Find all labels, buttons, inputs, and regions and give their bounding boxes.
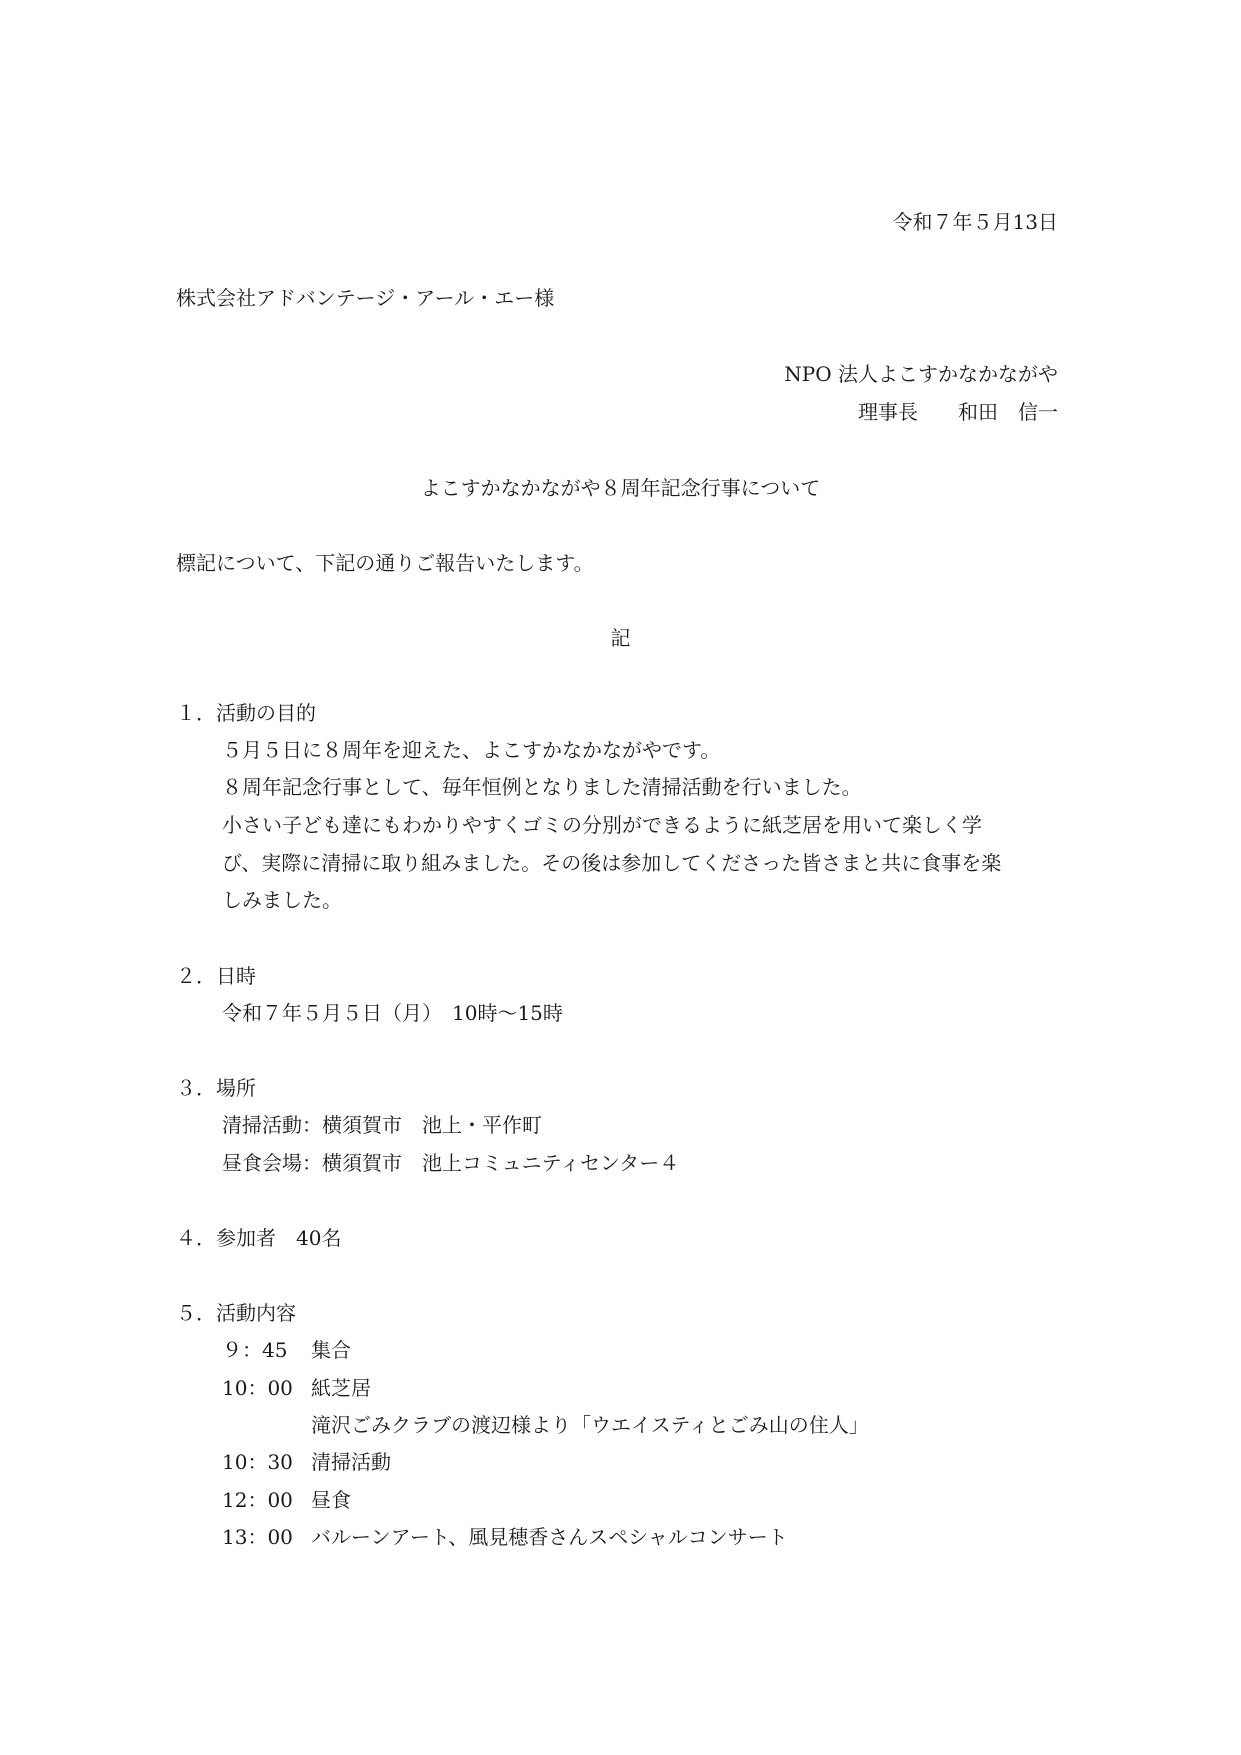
recipient: 株式会社アドバンテージ・アール・エー様 xyxy=(176,286,555,310)
section-3-heading: ３．場所 xyxy=(176,1076,256,1100)
section-4-heading: ４．参加者 40名 xyxy=(176,1226,342,1250)
section-1-line: しみました。 xyxy=(222,888,342,912)
schedule-time: 10：30 xyxy=(222,1450,293,1474)
schedule-text: 滝沢ごみクラブの渡辺様より「ウエイスティとごみ山の住人」 xyxy=(311,1413,869,1437)
section-2-datetime: 令和７年５月５日（月） 10時〜15時 xyxy=(222,1001,563,1025)
intro-text: 標記について、下記の通りご報告いたします。 xyxy=(176,551,594,575)
schedule-time: 12：00 xyxy=(222,1488,293,1512)
section-3-line: 昼食会場：横須賀市 池上コミュニティセンター４ xyxy=(222,1151,680,1175)
schedule-text: 昼食 xyxy=(311,1488,351,1512)
schedule-text: 清掃活動 xyxy=(311,1450,391,1474)
schedule-text: 紙芝居 xyxy=(311,1376,371,1400)
section-1-line: 小さい子ども達にもわかりやすくゴミの分別ができるように紙芝居を用いて楽しく学 xyxy=(222,813,982,837)
schedule-time: 13：00 xyxy=(222,1525,293,1549)
schedule-text: バルーンアート、風見穂香さんスペシャルコンサート xyxy=(311,1525,788,1549)
sender-organization: NPO 法人よこすかなかながや xyxy=(784,362,1058,386)
section-2-heading: ２．日時 xyxy=(176,964,256,988)
section-1-line: び、実際に清掃に取り組みました。その後は参加してくださった皆さまと共に食事を楽 xyxy=(222,851,1002,875)
section-3-line: 清掃活動：横須賀市 池上・平作町 xyxy=(222,1113,542,1137)
section-1-line: ５月５日に８周年を迎えた、よこすかなかながやです。 xyxy=(222,738,721,762)
document-date: 令和７年５月13日 xyxy=(892,210,1058,234)
schedule-time: 10：00 xyxy=(222,1376,293,1400)
section-1-line: ８周年記念行事として、毎年恒例となりました清掃活動を行いました。 xyxy=(222,775,862,799)
sender-title-name: 理事長 和田 信一 xyxy=(858,400,1058,424)
section-1-heading: １．活動の目的 xyxy=(176,701,316,725)
section-5-heading: ５．活動内容 xyxy=(176,1301,296,1325)
document-subject: よこすかなかながや８周年記念行事について xyxy=(420,476,821,500)
ki-heading: 記 xyxy=(610,626,631,650)
schedule-text: 集合 xyxy=(311,1338,351,1362)
schedule-time: ９：45 xyxy=(222,1338,288,1362)
